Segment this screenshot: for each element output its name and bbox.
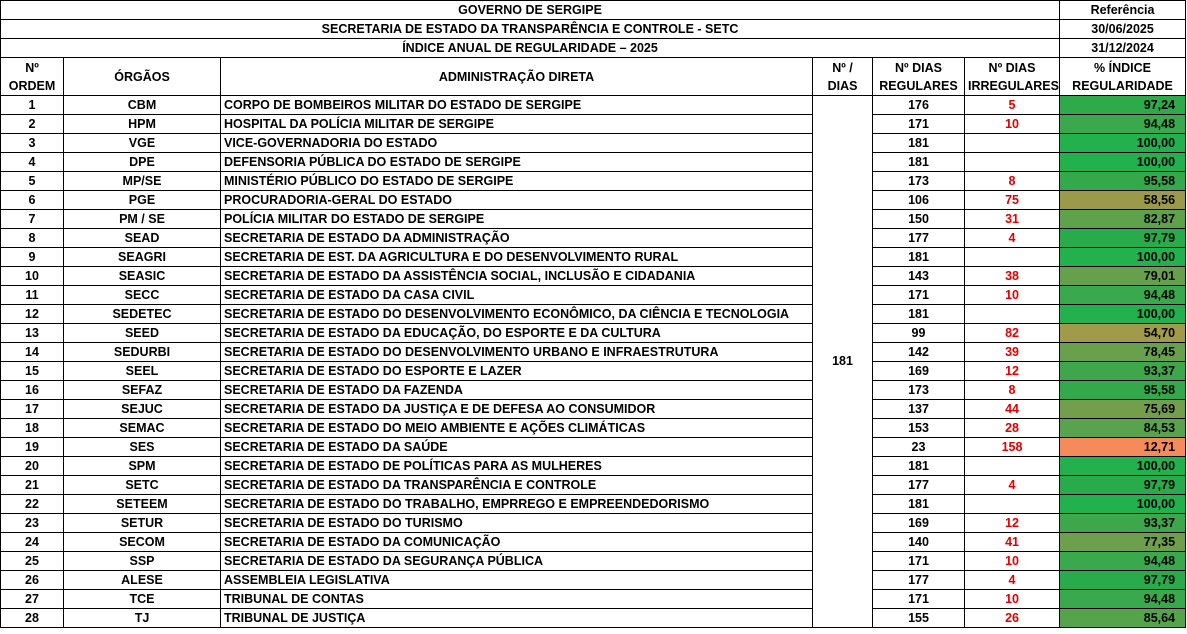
cell-sigla: PGE bbox=[64, 191, 221, 210]
cell-ordem: 27 bbox=[1, 590, 64, 609]
cell-orgao-nome: TRIBUNAL DE JUSTIÇA bbox=[221, 609, 813, 628]
cell-sigla: SEDETEC bbox=[64, 305, 221, 324]
cell-dias-irregulares: 10 bbox=[965, 552, 1060, 571]
cell-dias-regulares: 171 bbox=[873, 115, 965, 134]
cell-dias-regulares: 137 bbox=[873, 400, 965, 419]
title-secretariat: SECRETARIA DE ESTADO DA TRANSPARÊNCIA E CONTROLE - SETC bbox=[1, 20, 1060, 39]
table-row bbox=[1, 400, 1186, 419]
table-row bbox=[1, 305, 1186, 324]
cell-ordem: 5 bbox=[1, 172, 64, 191]
cell-sigla: SEJUC bbox=[64, 400, 221, 419]
cell-indice: 77,35 bbox=[1060, 533, 1186, 552]
cell-ordem: 20 bbox=[1, 457, 64, 476]
cell-indice: 100,00 bbox=[1060, 134, 1186, 153]
table-row bbox=[1, 419, 1186, 438]
cell-sigla: SETEEM bbox=[64, 495, 221, 514]
cell-indice: 100,00 bbox=[1060, 248, 1186, 267]
col-header-irregulares: Nº DIAS IRREGULARES bbox=[965, 58, 1060, 96]
cell-dias-irregulares bbox=[965, 134, 1060, 153]
table-row bbox=[1, 248, 1186, 267]
title-index: ÍNDICE ANUAL DE REGULARIDADE – 2025 bbox=[1, 39, 1060, 58]
cell-ordem: 8 bbox=[1, 229, 64, 248]
cell-dias-irregulares: 4 bbox=[965, 229, 1060, 248]
cell-dias-irregulares: 31 bbox=[965, 210, 1060, 229]
table-row bbox=[1, 457, 1186, 476]
cell-indice: 97,79 bbox=[1060, 476, 1186, 495]
cell-sigla: SECOM bbox=[64, 533, 221, 552]
cell-indice: 94,48 bbox=[1060, 552, 1186, 571]
cell-indice: 58,56 bbox=[1060, 191, 1186, 210]
cell-sigla: CBM bbox=[64, 96, 221, 115]
cell-dias-regulares: 177 bbox=[873, 476, 965, 495]
col-header-dias: Nº / DIAS bbox=[813, 58, 873, 96]
cell-dias-irregulares: 10 bbox=[965, 115, 1060, 134]
cell-indice: 85,64 bbox=[1060, 609, 1186, 628]
col-header-orgaos: ÓRGÃOS bbox=[64, 58, 221, 96]
cell-orgao-nome: SECRETARIA DE ESTADO DO DESENVOLVIMENTO URBANO E INFRAESTRUTURA bbox=[221, 343, 813, 362]
cell-orgao-nome: PROCURADORIA-GERAL DO ESTADO bbox=[221, 191, 813, 210]
cell-sigla: SECC bbox=[64, 286, 221, 305]
table-row bbox=[1, 286, 1186, 305]
cell-ordem: 18 bbox=[1, 419, 64, 438]
cell-orgao-nome: SECRETARIA DE ESTADO DE POLÍTICAS PARA AS MULHERES bbox=[221, 457, 813, 476]
cell-dias-regulares: 150 bbox=[873, 210, 965, 229]
table-row bbox=[1, 267, 1186, 286]
cell-sigla: SEDURBI bbox=[64, 343, 221, 362]
cell-indice: 100,00 bbox=[1060, 495, 1186, 514]
cell-sigla: SEASIC bbox=[64, 267, 221, 286]
cell-dias-regulares: 171 bbox=[873, 590, 965, 609]
cell-total-dias: 181 bbox=[813, 96, 873, 628]
cell-orgao-nome: SECRETARIA DE ESTADO DA CASA CIVIL bbox=[221, 286, 813, 305]
cell-sigla: HPM bbox=[64, 115, 221, 134]
cell-indice: 94,48 bbox=[1060, 286, 1186, 305]
table-row bbox=[1, 362, 1186, 381]
cell-orgao-nome: SECRETARIA DE ESTADO DA SAÚDE bbox=[221, 438, 813, 457]
cell-indice: 94,48 bbox=[1060, 590, 1186, 609]
cell-indice: 100,00 bbox=[1060, 153, 1186, 172]
cell-dias-irregulares bbox=[965, 495, 1060, 514]
cell-ordem: 28 bbox=[1, 609, 64, 628]
cell-dias-irregulares: 39 bbox=[965, 343, 1060, 362]
cell-dias-regulares: 142 bbox=[873, 343, 965, 362]
cell-sigla: VGE bbox=[64, 134, 221, 153]
cell-orgao-nome: POLÍCIA MILITAR DO ESTADO DE SERGIPE bbox=[221, 210, 813, 229]
cell-sigla: SEEL bbox=[64, 362, 221, 381]
cell-ordem: 12 bbox=[1, 305, 64, 324]
cell-ordem: 22 bbox=[1, 495, 64, 514]
cell-dias-regulares: 23 bbox=[873, 438, 965, 457]
table-row bbox=[1, 343, 1186, 362]
cell-ordem: 1 bbox=[1, 96, 64, 115]
cell-dias-irregulares: 26 bbox=[965, 609, 1060, 628]
cell-sigla: TJ bbox=[64, 609, 221, 628]
cell-orgao-nome: SECRETARIA DE ESTADO DA ASSISTÊNCIA SOCIAL, INCLUSÃO E CIDADANIA bbox=[221, 267, 813, 286]
cell-dias-regulares: 181 bbox=[873, 248, 965, 267]
table-row bbox=[1, 495, 1186, 514]
cell-orgao-nome: SECRETARIA DE ESTADO DA TRANSPARÊNCIA E CONTROLE bbox=[221, 476, 813, 495]
cell-ordem: 19 bbox=[1, 438, 64, 457]
cell-indice: 95,58 bbox=[1060, 381, 1186, 400]
cell-orgao-nome: SECRETARIA DE ESTADO DA EDUCAÇÃO, DO ESPORTE E DA CULTURA bbox=[221, 324, 813, 343]
cell-sigla: SEAGRI bbox=[64, 248, 221, 267]
cell-dias-irregulares: 38 bbox=[965, 267, 1060, 286]
cell-dias-regulares: 169 bbox=[873, 362, 965, 381]
cell-ordem: 11 bbox=[1, 286, 64, 305]
cell-orgao-nome: VICE-GOVERNADORIA DO ESTADO bbox=[221, 134, 813, 153]
cell-dias-regulares: 171 bbox=[873, 552, 965, 571]
table-row bbox=[1, 134, 1186, 153]
cell-sigla: SEMAC bbox=[64, 419, 221, 438]
cell-indice: 97,24 bbox=[1060, 96, 1186, 115]
cell-ordem: 3 bbox=[1, 134, 64, 153]
cell-dias-regulares: 140 bbox=[873, 533, 965, 552]
cell-orgao-nome: SECRETARIA DE ESTADO DO MEIO AMBIENTE E AÇÕES CLIMÁTICAS bbox=[221, 419, 813, 438]
cell-indice: 78,45 bbox=[1060, 343, 1186, 362]
cell-orgao-nome: SECRETARIA DE ESTADO DA COMUNICAÇÃO bbox=[221, 533, 813, 552]
col-header-ordem: Nº ORDEM bbox=[1, 58, 64, 96]
cell-dias-regulares: 181 bbox=[873, 305, 965, 324]
cell-ordem: 23 bbox=[1, 514, 64, 533]
cell-sigla: SSP bbox=[64, 552, 221, 571]
cell-sigla: DPE bbox=[64, 153, 221, 172]
cell-indice: 79,01 bbox=[1060, 267, 1186, 286]
cell-dias-regulares: 181 bbox=[873, 134, 965, 153]
cell-dias-irregulares: 10 bbox=[965, 286, 1060, 305]
table-row bbox=[1, 476, 1186, 495]
cell-indice: 54,70 bbox=[1060, 324, 1186, 343]
cell-dias-regulares: 177 bbox=[873, 229, 965, 248]
cell-dias-irregulares bbox=[965, 305, 1060, 324]
table-row bbox=[1, 324, 1186, 343]
cell-sigla: SES bbox=[64, 438, 221, 457]
cell-orgao-nome: SECRETARIA DE ESTADO DA FAZENDA bbox=[221, 381, 813, 400]
cell-ordem: 24 bbox=[1, 533, 64, 552]
cell-indice: 75,69 bbox=[1060, 400, 1186, 419]
cell-dias-regulares: 153 bbox=[873, 419, 965, 438]
cell-orgao-nome: SECRETARIA DE EST. DA AGRICULTURA E DO DESENVOLVIMENTO RURAL bbox=[221, 248, 813, 267]
cell-dias-regulares: 181 bbox=[873, 495, 965, 514]
cell-dias-irregulares: 8 bbox=[965, 172, 1060, 191]
cell-sigla: SEAD bbox=[64, 229, 221, 248]
cell-dias-irregulares: 75 bbox=[965, 191, 1060, 210]
cell-ordem: 17 bbox=[1, 400, 64, 419]
cell-dias-irregulares: 44 bbox=[965, 400, 1060, 419]
cell-dias-irregulares: 8 bbox=[965, 381, 1060, 400]
cell-indice: 100,00 bbox=[1060, 457, 1186, 476]
cell-dias-irregulares: 41 bbox=[965, 533, 1060, 552]
cell-ordem: 25 bbox=[1, 552, 64, 571]
cell-orgao-nome: ASSEMBLEIA LEGISLATIVA bbox=[221, 571, 813, 590]
cell-indice: 97,79 bbox=[1060, 229, 1186, 248]
cell-dias-regulares: 181 bbox=[873, 153, 965, 172]
cell-ordem: 10 bbox=[1, 267, 64, 286]
table-row bbox=[1, 571, 1186, 590]
cell-sigla: SEFAZ bbox=[64, 381, 221, 400]
table-row bbox=[1, 533, 1186, 552]
reference-date-1: 30/06/2025 bbox=[1060, 20, 1186, 39]
cell-dias-irregulares: 158 bbox=[965, 438, 1060, 457]
cell-dias-regulares: 171 bbox=[873, 286, 965, 305]
cell-dias-regulares: 143 bbox=[873, 267, 965, 286]
cell-sigla: TCE bbox=[64, 590, 221, 609]
cell-orgao-nome: HOSPITAL DA POLÍCIA MILITAR DE SERGIPE bbox=[221, 115, 813, 134]
cell-dias-regulares: 181 bbox=[873, 457, 965, 476]
cell-sigla: SPM bbox=[64, 457, 221, 476]
cell-ordem: 16 bbox=[1, 381, 64, 400]
cell-sigla: MP/SE bbox=[64, 172, 221, 191]
cell-orgao-nome: SECRETARIA DE ESTADO DA SEGURANÇA PÚBLICA bbox=[221, 552, 813, 571]
cell-ordem: 2 bbox=[1, 115, 64, 134]
table-row bbox=[1, 210, 1186, 229]
cell-sigla: SEED bbox=[64, 324, 221, 343]
cell-ordem: 6 bbox=[1, 191, 64, 210]
cell-orgao-nome: SECRETARIA DE ESTADO DA JUSTIÇA E DE DEFESA AO CONSUMIDOR bbox=[221, 400, 813, 419]
reference-date-2: 31/12/2024 bbox=[1060, 39, 1186, 58]
cell-dias-regulares: 169 bbox=[873, 514, 965, 533]
cell-ordem: 21 bbox=[1, 476, 64, 495]
cell-dias-irregulares bbox=[965, 153, 1060, 172]
table-row bbox=[1, 514, 1186, 533]
cell-sigla: ALESE bbox=[64, 571, 221, 590]
reference-label: Referência bbox=[1060, 1, 1186, 20]
cell-dias-regulares: 176 bbox=[873, 96, 965, 115]
table-row bbox=[1, 438, 1186, 457]
col-header-admin: ADMINISTRAÇÃO DIRETA bbox=[221, 58, 813, 96]
table-row bbox=[1, 172, 1186, 191]
cell-dias-irregulares: 5 bbox=[965, 96, 1060, 115]
table-row bbox=[1, 552, 1186, 571]
cell-ordem: 4 bbox=[1, 153, 64, 172]
table-row bbox=[1, 381, 1186, 400]
cell-orgao-nome: SECRETARIA DE ESTADO DO DESENVOLVIMENTO ECONÔMICO, DA CIÊNCIA E TECNOLOGIA bbox=[221, 305, 813, 324]
col-header-regulares: Nº DIAS REGULARES bbox=[873, 58, 965, 96]
cell-indice: 84,53 bbox=[1060, 419, 1186, 438]
cell-orgao-nome: TRIBUNAL DE CONTAS bbox=[221, 590, 813, 609]
cell-sigla: SETC bbox=[64, 476, 221, 495]
cell-indice: 12,71 bbox=[1060, 438, 1186, 457]
cell-dias-regulares: 173 bbox=[873, 172, 965, 191]
table-row bbox=[1, 96, 1186, 115]
cell-dias-regulares: 173 bbox=[873, 381, 965, 400]
cell-orgao-nome: DEFENSORIA PÚBLICA DO ESTADO DE SERGIPE bbox=[221, 153, 813, 172]
table-row bbox=[1, 229, 1186, 248]
cell-dias-irregulares bbox=[965, 457, 1060, 476]
cell-ordem: 14 bbox=[1, 343, 64, 362]
cell-orgao-nome: SECRETARIA DE ESTADO DO TURISMO bbox=[221, 514, 813, 533]
cell-orgao-nome: MINISTÉRIO PÚBLICO DO ESTADO DE SERGIPE bbox=[221, 172, 813, 191]
col-header-indice: % ÍNDICE REGULARIDADE bbox=[1060, 58, 1186, 96]
table-row bbox=[1, 153, 1186, 172]
cell-indice: 94,48 bbox=[1060, 115, 1186, 134]
table-row bbox=[1, 115, 1186, 134]
cell-indice: 97,79 bbox=[1060, 571, 1186, 590]
cell-orgao-nome: SECRETARIA DE ESTADO DA ADMINISTRAÇÃO bbox=[221, 229, 813, 248]
cell-ordem: 13 bbox=[1, 324, 64, 343]
cell-dias-irregulares: 12 bbox=[965, 514, 1060, 533]
cell-ordem: 26 bbox=[1, 571, 64, 590]
cell-indice: 93,37 bbox=[1060, 514, 1186, 533]
cell-sigla: PM / SE bbox=[64, 210, 221, 229]
cell-dias-regulares: 177 bbox=[873, 571, 965, 590]
cell-indice: 95,58 bbox=[1060, 172, 1186, 191]
cell-sigla: SETUR bbox=[64, 514, 221, 533]
cell-orgao-nome: SECRETARIA DE ESTADO DO ESPORTE E LAZER bbox=[221, 362, 813, 381]
cell-dias-irregulares: 82 bbox=[965, 324, 1060, 343]
table-row bbox=[1, 590, 1186, 609]
cell-dias-regulares: 106 bbox=[873, 191, 965, 210]
cell-ordem: 7 bbox=[1, 210, 64, 229]
cell-ordem: 15 bbox=[1, 362, 64, 381]
cell-dias-regulares: 155 bbox=[873, 609, 965, 628]
cell-orgao-nome: SECRETARIA DE ESTADO DO TRABALHO, EMPRREGO E EMPREENDEDORISMO bbox=[221, 495, 813, 514]
cell-dias-irregulares: 12 bbox=[965, 362, 1060, 381]
table-row bbox=[1, 191, 1186, 210]
cell-ordem: 9 bbox=[1, 248, 64, 267]
table-row bbox=[1, 609, 1186, 628]
cell-dias-irregulares: 4 bbox=[965, 571, 1060, 590]
cell-indice: 82,87 bbox=[1060, 210, 1186, 229]
cell-indice: 93,37 bbox=[1060, 362, 1186, 381]
cell-dias-irregulares bbox=[965, 248, 1060, 267]
cell-dias-regulares: 99 bbox=[873, 324, 965, 343]
cell-dias-irregulares: 10 bbox=[965, 590, 1060, 609]
cell-dias-irregulares: 4 bbox=[965, 476, 1060, 495]
title-government: GOVERNO DE SERGIPE bbox=[1, 1, 1060, 20]
cell-indice: 100,00 bbox=[1060, 305, 1186, 324]
cell-dias-irregulares: 28 bbox=[965, 419, 1060, 438]
cell-orgao-nome: CORPO DE BOMBEIROS MILITAR DO ESTADO DE SERGIPE bbox=[221, 96, 813, 115]
